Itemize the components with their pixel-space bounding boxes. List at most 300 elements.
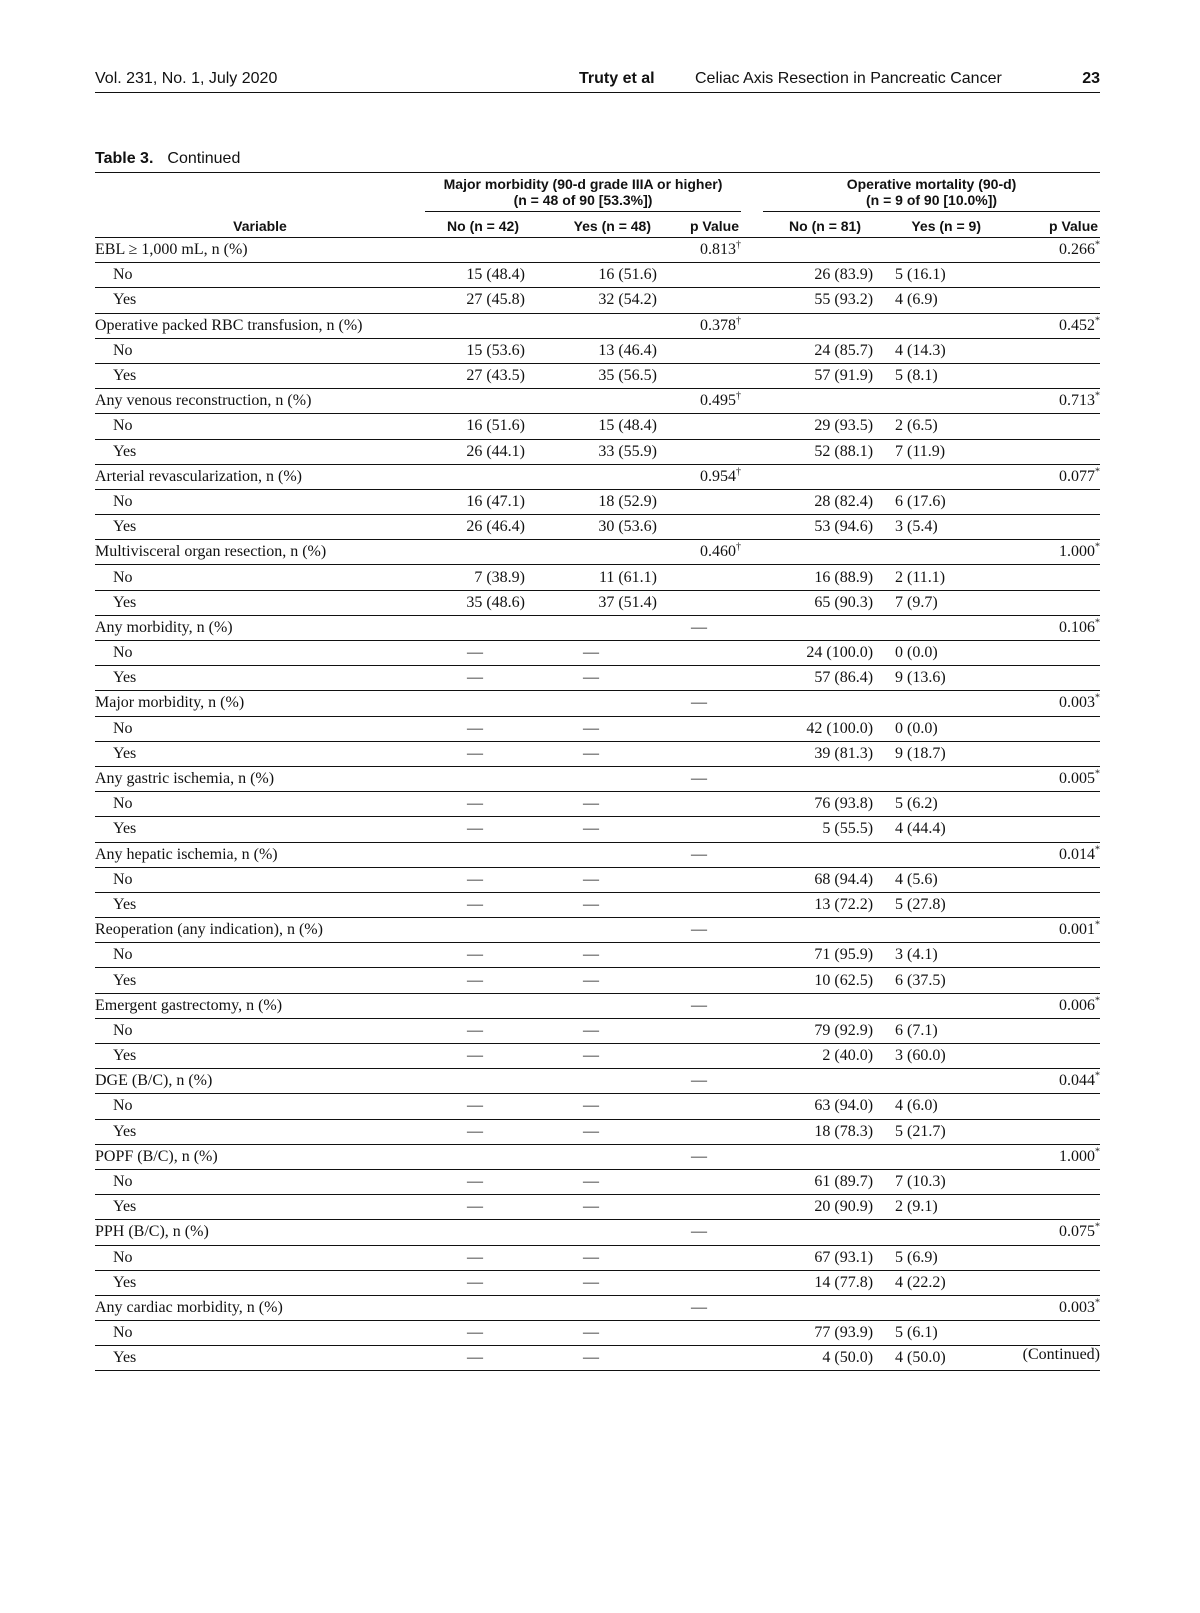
major-morbidity-yes-cell: [525, 1144, 657, 1169]
major-morbidity-yes-cell: 35 (56.5): [525, 363, 657, 388]
major-morbidity-p-value: [657, 515, 741, 540]
major-morbidity-no-cell: 27 (45.8): [425, 288, 525, 313]
mortality-p-value: [1005, 943, 1100, 968]
major-morbidity-yes-cell: —: [525, 792, 657, 817]
table-row: [95, 288, 1100, 313]
variable-cell: Any cardiac morbidity, n (%): [95, 1295, 425, 1320]
major-morbidity-no-cell: 35 (48.6): [425, 590, 525, 615]
mortality-yes-cell: [873, 540, 1005, 565]
mortality-no-cell: [741, 238, 873, 263]
major-morbidity-p-value: [657, 666, 741, 691]
major-morbidity-p-value: [657, 1321, 741, 1346]
table-row: [95, 867, 1100, 892]
table-row: [95, 792, 1100, 817]
major-morbidity-no-cell: [425, 615, 525, 640]
mortality-no-cell: [741, 1295, 873, 1320]
mortality-no-cell: 39 (81.3): [741, 741, 873, 766]
mortality-yes-cell: [873, 313, 1005, 338]
major-morbidity-no-cell: [425, 842, 525, 867]
table-row: [95, 1169, 1100, 1194]
major-morbidity-yes-cell: —: [525, 1169, 657, 1194]
major-morbidity-no-cell: —: [425, 1270, 525, 1295]
mortality-yes-cell: 4 (6.9): [873, 288, 1005, 313]
mortality-yes-cell: [873, 1069, 1005, 1094]
mortality-p-value: [1005, 1195, 1100, 1220]
mortality-no-cell: [741, 918, 873, 943]
major-morbidity-yes-cell: [525, 1220, 657, 1245]
mortality-p-value: [1005, 414, 1100, 439]
major-morbidity-p-value: —: [657, 1144, 741, 1169]
table-row: [95, 338, 1100, 363]
mortality-no-cell: 14 (77.8): [741, 1270, 873, 1295]
data-table: [95, 172, 1100, 1371]
mortality-no-cell: 79 (92.9): [741, 1018, 873, 1043]
mortality-no-cell: 71 (95.9): [741, 943, 873, 968]
major-morbidity-no-cell: 26 (44.1): [425, 439, 525, 464]
mortality-yes-cell: [873, 1144, 1005, 1169]
table-row: [95, 691, 1100, 716]
major-morbidity-yes-cell: —: [525, 1119, 657, 1144]
mortality-p-value: [1005, 1169, 1100, 1194]
variable-cell: Yes: [95, 1195, 425, 1220]
major-morbidity-no-cell: 16 (47.1): [425, 489, 525, 514]
table-row: [95, 1119, 1100, 1144]
major-morbidity-no-cell: [425, 313, 525, 338]
major-morbidity-p-value: [657, 741, 741, 766]
major-morbidity-yes-cell: [525, 842, 657, 867]
table-row: [95, 1195, 1100, 1220]
variable-cell: No: [95, 1094, 425, 1119]
mortality-yes-cell: 4 (50.0): [873, 1346, 1005, 1371]
table-row: [95, 565, 1100, 590]
variable-cell: Yes: [95, 741, 425, 766]
major-morbidity-p-value: [657, 414, 741, 439]
mortality-p-value: 0.014*: [1005, 842, 1100, 867]
table-row: [95, 515, 1100, 540]
major-morbidity-no-cell: [425, 464, 525, 489]
mortality-no-cell: [741, 313, 873, 338]
major-morbidity-p-value: [657, 338, 741, 363]
mortality-p-value: [1005, 590, 1100, 615]
running-authors: Truty et al: [579, 70, 655, 87]
major-morbidity-p-value: [657, 363, 741, 388]
mortality-yes-cell: [873, 389, 1005, 414]
major-morbidity-no-cell: [425, 540, 525, 565]
table-row: [95, 439, 1100, 464]
mortality-p-value: 1.000*: [1005, 540, 1100, 565]
major-morbidity-no-cell: —: [425, 817, 525, 842]
mortality-yes-cell: [873, 464, 1005, 489]
variable-cell: No: [95, 1018, 425, 1043]
table-row: [95, 1270, 1100, 1295]
major-morbidity-yes-cell: 33 (55.9): [525, 439, 657, 464]
mortality-yes-cell: 4 (44.4): [873, 817, 1005, 842]
mortality-p-value: [1005, 363, 1100, 388]
mortality-yes-cell: [873, 766, 1005, 791]
major-morbidity-no-cell: [425, 1220, 525, 1245]
variable-cell: No: [95, 1321, 425, 1346]
major-morbidity-no-cell: —: [425, 641, 525, 666]
variable-cell: Major morbidity, n (%): [95, 691, 425, 716]
running-title: Celiac Axis Resection in Pancreatic Cancer: [695, 70, 1002, 87]
mortality-yes-cell: 6 (17.6): [873, 489, 1005, 514]
major-morbidity-yes-cell: [525, 540, 657, 565]
mortality-yes-cell: 7 (9.7): [873, 590, 1005, 615]
mortality-yes-cell: 4 (22.2): [873, 1270, 1005, 1295]
major-morbidity-yes-cell: —: [525, 1321, 657, 1346]
mortality-no-cell: 24 (100.0): [741, 641, 873, 666]
mortality-no-cell: 10 (62.5): [741, 968, 873, 993]
table-row: [95, 1321, 1100, 1346]
mortality-p-value: 0.075*: [1005, 1220, 1100, 1245]
mortality-p-value: [1005, 489, 1100, 514]
major-morbidity-p-value: —: [657, 918, 741, 943]
major-morbidity-p-value: [657, 716, 741, 741]
major-morbidity-no-cell: —: [425, 1044, 525, 1069]
mortality-p-value: [1005, 1119, 1100, 1144]
variable-cell: EBL ≥ 1,000 mL, n (%): [95, 238, 425, 263]
table-row: [95, 918, 1100, 943]
major-morbidity-p-value: [657, 1195, 741, 1220]
table-row: [95, 741, 1100, 766]
table-row: [95, 1094, 1100, 1119]
mortality-p-value: [1005, 792, 1100, 817]
mortality-p-value: 0.044*: [1005, 1069, 1100, 1094]
mortality-yes-cell: [873, 1220, 1005, 1245]
mortality-yes-cell: 5 (8.1): [873, 363, 1005, 388]
mortality-no-cell: 20 (90.9): [741, 1195, 873, 1220]
major-morbidity-p-value: [657, 817, 741, 842]
major-morbidity-no-cell: —: [425, 1119, 525, 1144]
variable-cell: Emergent gastrectomy, n (%): [95, 993, 425, 1018]
variable-cell: No: [95, 414, 425, 439]
major-morbidity-no-cell: —: [425, 1018, 525, 1043]
group-header-row: [95, 173, 1100, 216]
major-morbidity-yes-cell: —: [525, 666, 657, 691]
mortality-yes-cell: [873, 993, 1005, 1018]
major-morbidity-no-cell: 15 (48.4): [425, 263, 525, 288]
mortality-no-cell: 61 (89.7): [741, 1169, 873, 1194]
table-row: [95, 1044, 1100, 1069]
major-morbidity-yes-cell: [525, 238, 657, 263]
major-morbidity-no-cell: —: [425, 1195, 525, 1220]
mortality-p-value: 0.001*: [1005, 918, 1100, 943]
major-morbidity-p-value: [657, 943, 741, 968]
variable-cell: Yes: [95, 666, 425, 691]
major-morbidity-no-cell: —: [425, 1245, 525, 1270]
major-morbidity-p-value: [657, 1018, 741, 1043]
mortality-no-cell: 76 (93.8): [741, 792, 873, 817]
variable-cell: No: [95, 716, 425, 741]
mortality-p-value: [1005, 1094, 1100, 1119]
column-header: Yes (n = 48): [525, 215, 657, 238]
mortality-no-cell: 57 (91.9): [741, 363, 873, 388]
mortality-no-cell: 5 (55.5): [741, 817, 873, 842]
major-morbidity-yes-cell: [525, 918, 657, 943]
mortality-p-value: [1005, 288, 1100, 313]
mortality-yes-cell: 2 (11.1): [873, 565, 1005, 590]
major-morbidity-p-value: [657, 792, 741, 817]
table-row: [95, 363, 1100, 388]
major-morbidity-yes-cell: 16 (51.6): [525, 263, 657, 288]
variable-cell: Any morbidity, n (%): [95, 615, 425, 640]
variable-cell: Reoperation (any indication), n (%): [95, 918, 425, 943]
table-row: [95, 414, 1100, 439]
major-morbidity-yes-cell: —: [525, 641, 657, 666]
major-morbidity-no-cell: [425, 238, 525, 263]
mortality-yes-cell: 4 (6.0): [873, 1094, 1005, 1119]
mortality-p-value: 1.000*: [1005, 1144, 1100, 1169]
table-row: [95, 238, 1100, 263]
mortality-yes-cell: 4 (5.6): [873, 867, 1005, 892]
table-row: [95, 1295, 1100, 1320]
mortality-no-cell: 24 (85.7): [741, 338, 873, 363]
major-morbidity-no-cell: [425, 993, 525, 1018]
mortality-yes-cell: 5 (6.2): [873, 792, 1005, 817]
mortality-no-cell: 18 (78.3): [741, 1119, 873, 1144]
major-morbidity-yes-cell: —: [525, 716, 657, 741]
mortality-yes-cell: 5 (6.1): [873, 1321, 1005, 1346]
group-header-major-morbidity: Major morbidity (90-d grade IIIA or higher) (n = 48 of 90 [53.3%]): [425, 173, 741, 216]
table-row: [95, 1220, 1100, 1245]
major-morbidity-yes-cell: —: [525, 817, 657, 842]
variable-cell: Yes: [95, 515, 425, 540]
mortality-p-value: 0.003*: [1005, 1295, 1100, 1320]
mortality-p-value: [1005, 1270, 1100, 1295]
mortality-yes-cell: [873, 238, 1005, 263]
major-morbidity-yes-cell: —: [525, 892, 657, 917]
table-caption: [95, 150, 240, 168]
variable-cell: Yes: [95, 968, 425, 993]
column-header: Variable: [95, 215, 425, 238]
major-morbidity-yes-cell: —: [525, 1346, 657, 1371]
major-morbidity-yes-cell: —: [525, 943, 657, 968]
table-row: [95, 540, 1100, 565]
variable-cell: Any venous reconstruction, n (%): [95, 389, 425, 414]
table-row: [95, 1018, 1100, 1043]
mortality-p-value: [1005, 1044, 1100, 1069]
mortality-yes-cell: 0 (0.0): [873, 716, 1005, 741]
mortality-p-value: [1005, 641, 1100, 666]
major-morbidity-no-cell: —: [425, 1321, 525, 1346]
variable-cell: No: [95, 867, 425, 892]
mortality-p-value: [1005, 741, 1100, 766]
mortality-yes-cell: 0 (0.0): [873, 641, 1005, 666]
mortality-yes-cell: 3 (60.0): [873, 1044, 1005, 1069]
mortality-p-value: 0.006*: [1005, 993, 1100, 1018]
variable-cell: Yes: [95, 817, 425, 842]
mortality-p-value: 0.003*: [1005, 691, 1100, 716]
major-morbidity-yes-cell: 32 (54.2): [525, 288, 657, 313]
mortality-no-cell: [741, 540, 873, 565]
major-morbidity-p-value: [657, 288, 741, 313]
mortality-p-value: [1005, 968, 1100, 993]
major-morbidity-no-cell: 26 (46.4): [425, 515, 525, 540]
mortality-yes-cell: 9 (13.6): [873, 666, 1005, 691]
variable-cell: No: [95, 263, 425, 288]
table-row: [95, 892, 1100, 917]
mortality-no-cell: [741, 615, 873, 640]
major-morbidity-yes-cell: [525, 766, 657, 791]
major-morbidity-yes-cell: —: [525, 867, 657, 892]
mortality-p-value: 0.106*: [1005, 615, 1100, 640]
variable-cell: Operative packed RBC transfusion, n (%): [95, 313, 425, 338]
variable-cell: Yes: [95, 439, 425, 464]
major-morbidity-yes-cell: 11 (61.1): [525, 565, 657, 590]
variable-cell: No: [95, 338, 425, 363]
group-header-operative-mortality: Operative mortality (90-d) (n = 9 of 90 [10.0%]): [741, 173, 1100, 216]
table-row: [95, 590, 1100, 615]
mortality-yes-cell: 7 (11.9): [873, 439, 1005, 464]
major-morbidity-p-value: [657, 1270, 741, 1295]
variable-cell: Any gastric ischemia, n (%): [95, 766, 425, 791]
mortality-no-cell: 77 (93.9): [741, 1321, 873, 1346]
major-morbidity-yes-cell: [525, 1295, 657, 1320]
variable-cell: DGE (B/C), n (%): [95, 1069, 425, 1094]
major-morbidity-no-cell: —: [425, 1169, 525, 1194]
major-morbidity-yes-cell: [525, 615, 657, 640]
mortality-no-cell: 2 (40.0): [741, 1044, 873, 1069]
column-header: p Value: [1005, 215, 1100, 238]
mortality-p-value: [1005, 565, 1100, 590]
table-label: Table 3.: [95, 150, 154, 167]
column-header-row: [95, 215, 1100, 238]
mortality-yes-cell: 5 (6.9): [873, 1245, 1005, 1270]
table-row: [95, 263, 1100, 288]
major-morbidity-p-value: —: [657, 1295, 741, 1320]
mortality-no-cell: [741, 1220, 873, 1245]
mortality-yes-cell: 3 (4.1): [873, 943, 1005, 968]
variable-cell: No: [95, 943, 425, 968]
table-row: [95, 489, 1100, 514]
mortality-p-value: [1005, 666, 1100, 691]
variable-cell: Yes: [95, 1044, 425, 1069]
variable-cell: No: [95, 1169, 425, 1194]
mortality-p-value: 0.266*: [1005, 238, 1100, 263]
table-row: [95, 1346, 1100, 1371]
major-morbidity-no-cell: [425, 918, 525, 943]
mortality-p-value: [1005, 1245, 1100, 1270]
major-morbidity-p-value: 0.460†: [657, 540, 741, 565]
major-morbidity-yes-cell: [525, 691, 657, 716]
mortality-no-cell: [741, 389, 873, 414]
mortality-no-cell: 53 (94.6): [741, 515, 873, 540]
mortality-p-value: 0.452*: [1005, 313, 1100, 338]
major-morbidity-no-cell: —: [425, 1346, 525, 1371]
major-morbidity-yes-cell: —: [525, 1094, 657, 1119]
mortality-no-cell: [741, 766, 873, 791]
variable-cell: POPF (B/C), n (%): [95, 1144, 425, 1169]
major-morbidity-p-value: —: [657, 1220, 741, 1245]
major-morbidity-p-value: [657, 1119, 741, 1144]
major-morbidity-no-cell: 7 (38.9): [425, 565, 525, 590]
variable-cell: No: [95, 641, 425, 666]
mortality-p-value: 0.005*: [1005, 766, 1100, 791]
mortality-yes-cell: [873, 691, 1005, 716]
major-morbidity-yes-cell: [525, 389, 657, 414]
mortality-p-value: [1005, 439, 1100, 464]
major-morbidity-yes-cell: —: [525, 968, 657, 993]
major-morbidity-yes-cell: 18 (52.9): [525, 489, 657, 514]
major-morbidity-yes-cell: 30 (53.6): [525, 515, 657, 540]
major-morbidity-no-cell: [425, 691, 525, 716]
table-row: [95, 389, 1100, 414]
mortality-yes-cell: 5 (27.8): [873, 892, 1005, 917]
major-morbidity-yes-cell: [525, 464, 657, 489]
mortality-yes-cell: 6 (37.5): [873, 968, 1005, 993]
column-header: No (n = 81): [741, 215, 873, 238]
mortality-yes-cell: 3 (5.4): [873, 515, 1005, 540]
mortality-no-cell: [741, 842, 873, 867]
major-morbidity-p-value: [657, 1094, 741, 1119]
variable-cell: Any hepatic ischemia, n (%): [95, 842, 425, 867]
column-header: p Value: [657, 215, 741, 238]
mortality-no-cell: [741, 464, 873, 489]
mortality-no-cell: 42 (100.0): [741, 716, 873, 741]
mortality-p-value: [1005, 263, 1100, 288]
major-morbidity-p-value: [657, 263, 741, 288]
major-morbidity-no-cell: —: [425, 867, 525, 892]
variable-cell: Yes: [95, 363, 425, 388]
major-morbidity-p-value: 0.954†: [657, 464, 741, 489]
major-morbidity-yes-cell: 15 (48.4): [525, 414, 657, 439]
page-number: 23: [1082, 70, 1100, 87]
major-morbidity-no-cell: —: [425, 741, 525, 766]
mortality-no-cell: 13 (72.2): [741, 892, 873, 917]
variable-cell: Arterial revascularization, n (%): [95, 464, 425, 489]
table-row: [95, 1069, 1100, 1094]
major-morbidity-p-value: [657, 489, 741, 514]
major-morbidity-p-value: [657, 1346, 741, 1371]
major-morbidity-p-value: —: [657, 993, 741, 1018]
variable-cell: No: [95, 1245, 425, 1270]
major-morbidity-no-cell: [425, 1295, 525, 1320]
major-morbidity-p-value: —: [657, 766, 741, 791]
major-morbidity-no-cell: 27 (43.5): [425, 363, 525, 388]
mortality-p-value: [1005, 515, 1100, 540]
mortality-no-cell: 63 (94.0): [741, 1094, 873, 1119]
major-morbidity-p-value: 0.378†: [657, 313, 741, 338]
table-row: [95, 1144, 1100, 1169]
major-morbidity-p-value: [657, 968, 741, 993]
major-morbidity-yes-cell: —: [525, 1195, 657, 1220]
mortality-no-cell: 26 (83.9): [741, 263, 873, 288]
mortality-p-value: 0.713*: [1005, 389, 1100, 414]
major-morbidity-p-value: 0.495†: [657, 389, 741, 414]
table-row: [95, 313, 1100, 338]
major-morbidity-yes-cell: —: [525, 1270, 657, 1295]
variable-cell: Yes: [95, 590, 425, 615]
mortality-no-cell: [741, 691, 873, 716]
table-row: [95, 842, 1100, 867]
mortality-p-value: [1005, 1321, 1100, 1346]
mortality-yes-cell: 2 (6.5): [873, 414, 1005, 439]
mortality-no-cell: 29 (93.5): [741, 414, 873, 439]
variable-cell: No: [95, 565, 425, 590]
table-row: [95, 716, 1100, 741]
major-morbidity-p-value: —: [657, 842, 741, 867]
major-morbidity-p-value: [657, 867, 741, 892]
major-morbidity-yes-cell: [525, 1069, 657, 1094]
table-row: [95, 641, 1100, 666]
table-row: [95, 968, 1100, 993]
major-morbidity-no-cell: —: [425, 792, 525, 817]
mortality-yes-cell: [873, 615, 1005, 640]
major-morbidity-no-cell: 15 (53.6): [425, 338, 525, 363]
mortality-no-cell: [741, 993, 873, 1018]
mortality-yes-cell: 4 (14.3): [873, 338, 1005, 363]
major-morbidity-yes-cell: —: [525, 1018, 657, 1043]
